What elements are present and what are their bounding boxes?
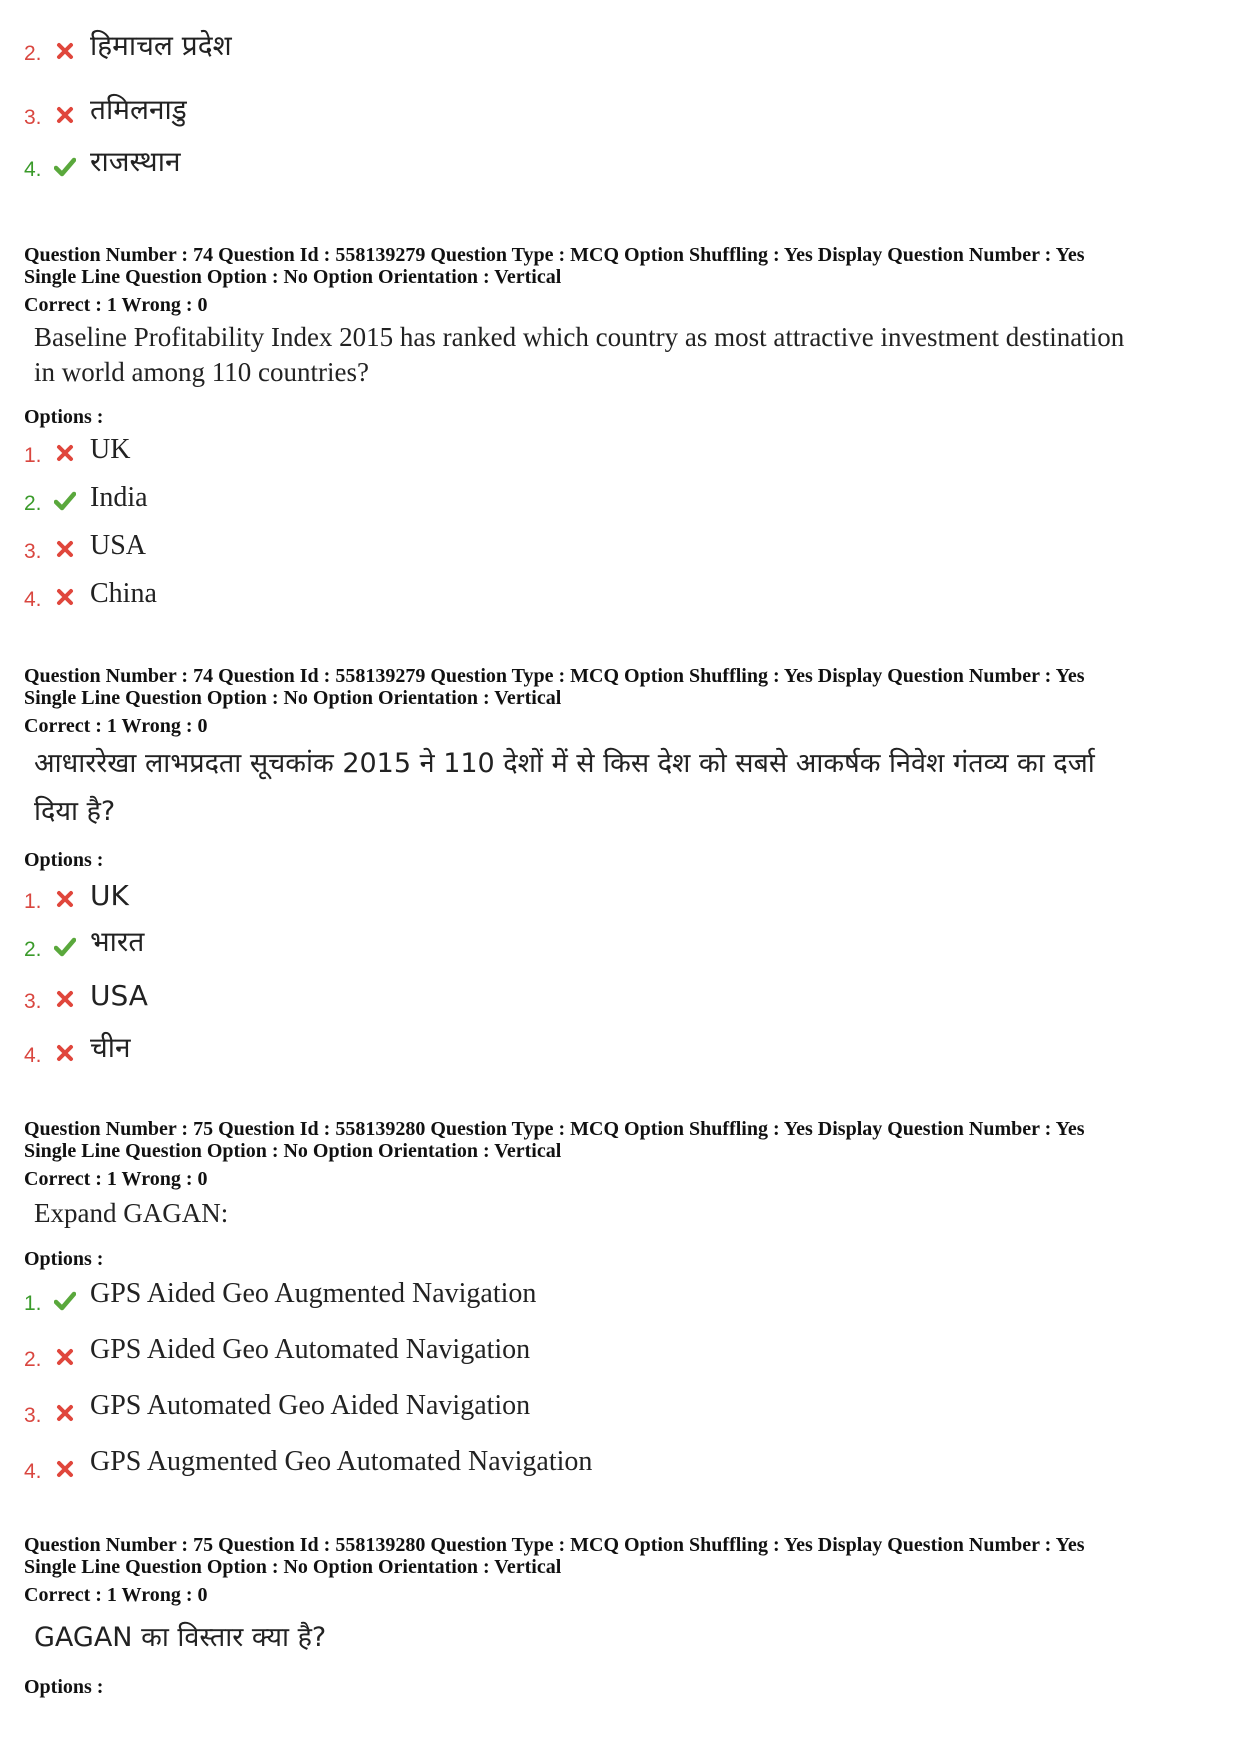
option-number: 1. xyxy=(24,1292,42,1315)
wrong-cross-icon xyxy=(54,1458,76,1480)
question-meta-line-1: Question Number : 75 Question Id : 558139280 Question Type : MCQ Option Shuffling : Yes Display Question Number : Yes xyxy=(24,1534,1085,1556)
option-number: 2. xyxy=(24,938,42,961)
question-text: Baseline Profitability Index 2015 has ranked which country as most attractive investment destination in world among 110 countries? xyxy=(34,322,1125,387)
option-number: 2. xyxy=(24,42,42,65)
question-meta-line-2: Single Line Question Option : No Option Orientation : Vertical xyxy=(24,1140,562,1162)
correct-check-icon xyxy=(54,1290,76,1312)
options-label-text: Options : xyxy=(24,849,104,871)
wrong-cross-icon xyxy=(54,1346,76,1368)
correct-check-icon xyxy=(54,156,76,178)
question-text-block xyxy=(24,320,1134,390)
option-text: चीन xyxy=(90,1031,131,1064)
option-row xyxy=(24,1030,924,1070)
question-text: GAGAN का विस्तार क्या है? xyxy=(34,1622,327,1653)
option-number: 2. xyxy=(24,1348,42,1371)
option-row xyxy=(24,1278,924,1318)
option-row xyxy=(24,1334,924,1374)
option-number: 4. xyxy=(24,1460,42,1483)
option-number: 2. xyxy=(24,492,42,515)
option-row xyxy=(24,526,924,566)
question-meta-line-2: Single Line Question Option : No Option Orientation : Vertical xyxy=(24,266,562,288)
correct-check-icon xyxy=(54,936,76,958)
option-text: तमिलनाडु xyxy=(90,93,187,126)
option-text: GPS Aided Geo Augmented Navigation xyxy=(90,1278,537,1309)
option-text: UK xyxy=(90,879,129,912)
question-meta-line-2: Single Line Question Option : No Option Orientation : Vertical xyxy=(24,687,562,709)
option-number: 3. xyxy=(24,540,42,563)
wrong-cross-icon xyxy=(54,538,76,560)
option-row xyxy=(24,92,924,132)
wrong-cross-icon xyxy=(54,988,76,1010)
score-line: Correct : 1 Wrong : 0 xyxy=(24,1584,208,1606)
option-number: 3. xyxy=(24,106,42,129)
options-label xyxy=(24,1676,1214,1699)
option-text: UK xyxy=(90,434,131,465)
question-meta-line-1: Question Number : 75 Question Id : 558139280 Question Type : MCQ Option Shuffling : Yes Display Question Number : Yes xyxy=(24,1118,1085,1140)
option-text: GPS Automated Geo Aided Navigation xyxy=(90,1390,531,1421)
option-number: 4. xyxy=(24,588,42,611)
wrong-cross-icon xyxy=(54,586,76,608)
option-number: 3. xyxy=(24,1404,42,1427)
option-row xyxy=(24,28,924,68)
option-number: 4. xyxy=(24,158,42,181)
wrong-cross-icon xyxy=(54,442,76,464)
wrong-cross-icon xyxy=(54,1042,76,1064)
option-text: राजस्थान xyxy=(90,145,181,178)
options-label xyxy=(24,849,1214,872)
wrong-cross-icon xyxy=(54,1402,76,1424)
option-row xyxy=(24,1390,924,1430)
option-text: भारत xyxy=(90,925,145,958)
question-meta xyxy=(24,665,1214,737)
option-number: 1. xyxy=(24,890,42,913)
option-text: India xyxy=(90,482,148,513)
question-meta xyxy=(24,1534,1214,1606)
options-label-text: Options : xyxy=(24,1248,104,1270)
option-text: हिमाचल प्रदेश xyxy=(90,29,232,62)
question-meta-line-1: Question Number : 74 Question Id : 558139279 Question Type : MCQ Option Shuffling : Yes Display Question Number : Yes xyxy=(24,665,1085,687)
option-text: GPS Aided Geo Automated Navigation xyxy=(90,1334,531,1365)
question-text: Expand GAGAN: xyxy=(34,1198,229,1228)
option-row xyxy=(24,478,924,518)
question-meta-line-1: Question Number : 74 Question Id : 558139279 Question Type : MCQ Option Shuffling : Yes Display Question Number : Yes xyxy=(24,244,1085,266)
option-row xyxy=(24,924,924,964)
option-number: 4. xyxy=(24,1044,42,1067)
question-meta xyxy=(24,244,1214,316)
score-line: Correct : 1 Wrong : 0 xyxy=(24,715,208,737)
option-row xyxy=(24,976,924,1016)
score-line: Correct : 1 Wrong : 0 xyxy=(24,294,208,316)
question-text-block xyxy=(24,1614,1214,1662)
option-row xyxy=(24,1446,924,1486)
question-text: आधाररेखा लाभप्रदता सूचकांक 2015 ने 110 देशों में से किस देश को सबसे आकर्षक निवेश गंतव्य का दर्जा दिया है? xyxy=(34,748,1095,827)
wrong-cross-icon xyxy=(54,104,76,126)
options-label-text: Options : xyxy=(24,1676,104,1698)
option-row xyxy=(24,574,924,614)
score-line: Correct : 1 Wrong : 0 xyxy=(24,1168,208,1190)
option-text: China xyxy=(90,578,157,609)
wrong-cross-icon xyxy=(54,888,76,910)
correct-check-icon xyxy=(54,490,76,512)
options-label-text: Options : xyxy=(24,406,104,428)
question-meta xyxy=(24,1118,1214,1190)
option-text: GPS Augmented Geo Automated Navigation xyxy=(90,1446,593,1477)
wrong-cross-icon xyxy=(54,40,76,62)
question-text-block xyxy=(24,740,1114,836)
option-text: USA xyxy=(90,530,147,561)
option-row xyxy=(24,430,924,470)
question-meta-line-2: Single Line Question Option : No Option Orientation : Vertical xyxy=(24,1556,562,1578)
option-number: 1. xyxy=(24,444,42,467)
options-label xyxy=(24,406,1214,429)
option-row xyxy=(24,876,924,916)
option-number: 3. xyxy=(24,990,42,1013)
option-text: USA xyxy=(90,979,148,1012)
options-label xyxy=(24,1248,1214,1271)
question-text-block xyxy=(24,1196,1214,1231)
option-row xyxy=(24,144,924,184)
